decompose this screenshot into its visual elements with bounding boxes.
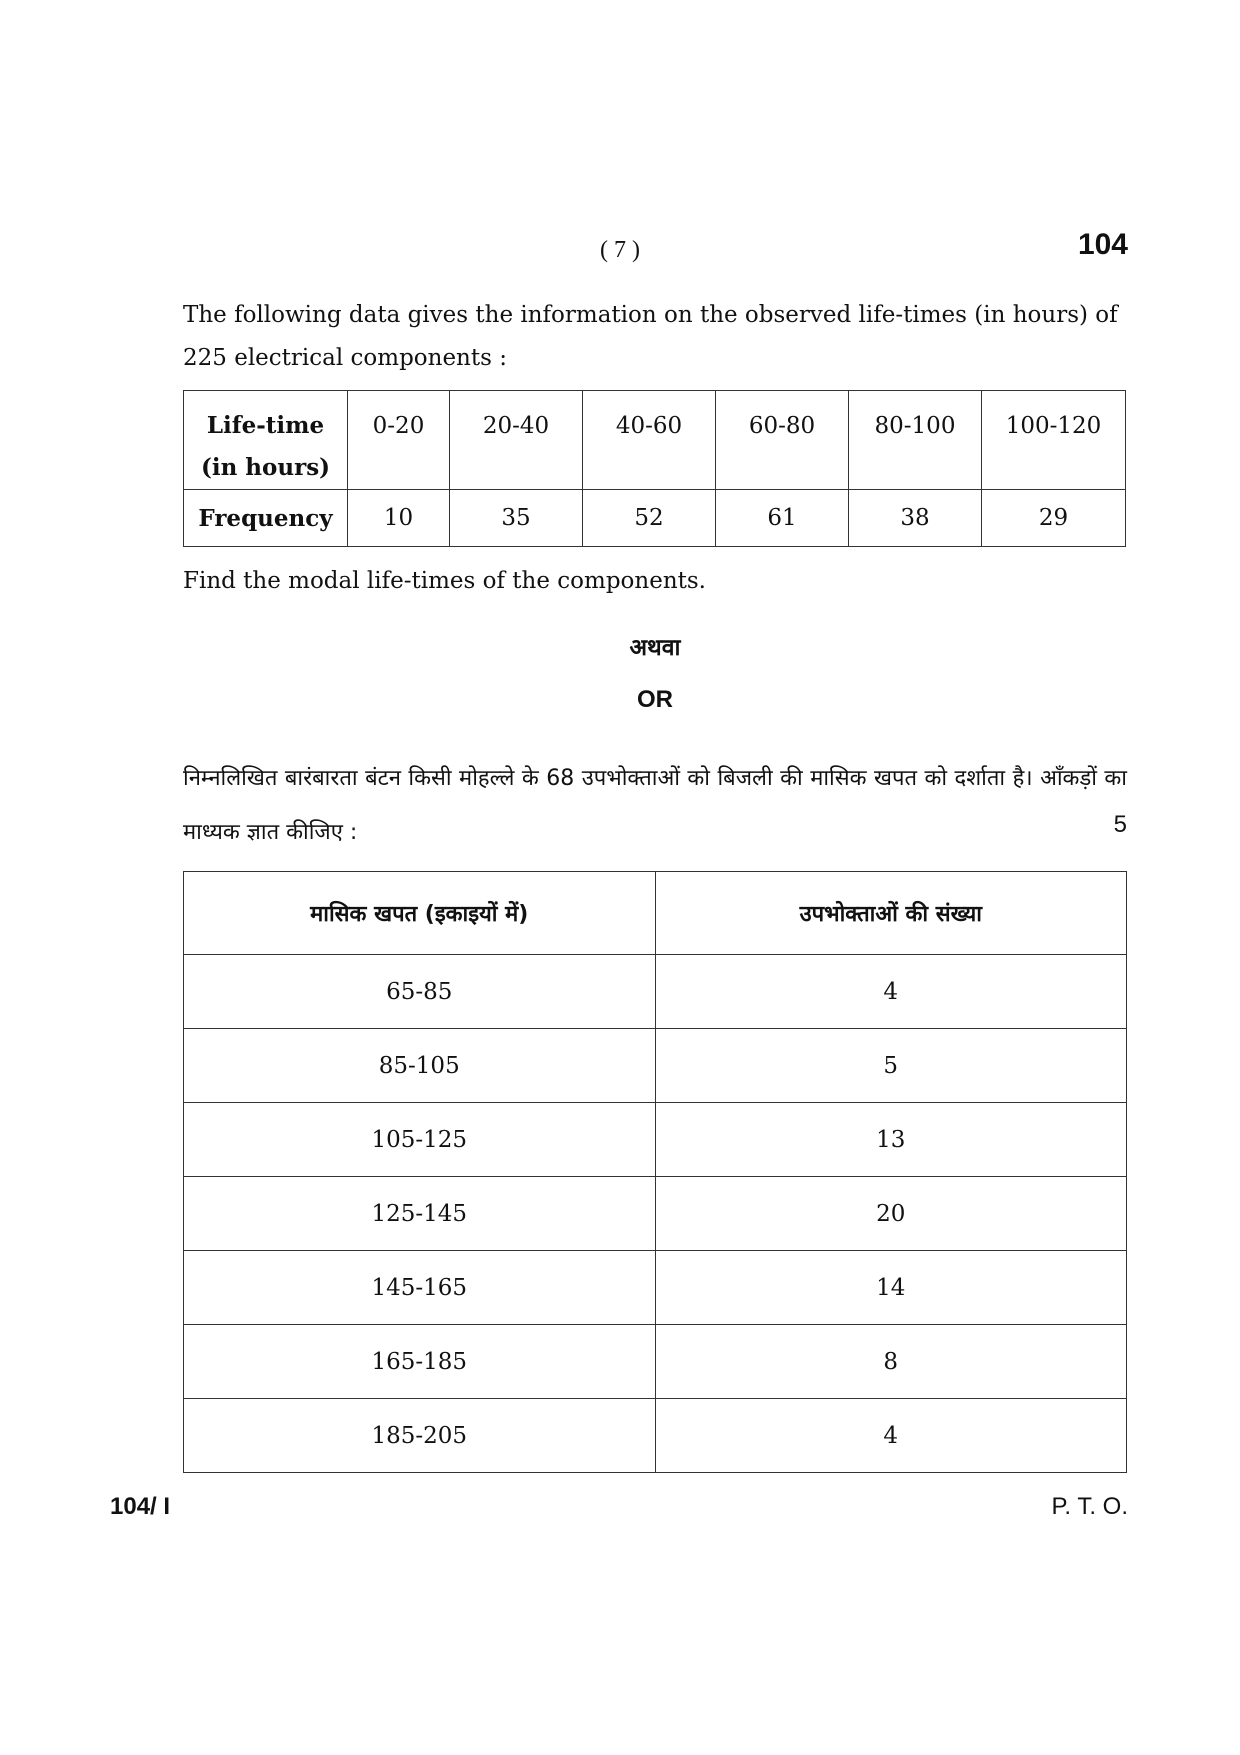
lifetime-header-line1: Life-time <box>206 412 325 439</box>
interval-cell: 0-20 <box>348 391 450 490</box>
range-cell: 125-145 <box>184 1177 656 1251</box>
table-row <box>184 1325 1127 1399</box>
col-header-consumers: उपभोक्ताओं की संख्या <box>655 872 1127 955</box>
range-cell: 165-185 <box>184 1325 656 1399</box>
table-row <box>184 1399 1127 1473</box>
range-cell: 65-85 <box>184 955 656 1029</box>
col-header-consumption: मासिक खपत (इकाइयों में) <box>184 872 656 955</box>
frequency-cell: 52 <box>583 490 716 547</box>
table-row <box>184 1251 1127 1325</box>
count-cell: 5 <box>655 1029 1127 1103</box>
count-cell: 8 <box>655 1325 1127 1399</box>
interval-cell: 100-120 <box>982 391 1126 490</box>
frequency-cell: 61 <box>716 490 849 547</box>
english-or-separator: OR <box>637 686 673 713</box>
count-cell: 13 <box>655 1103 1127 1177</box>
lifetime-header-line2: (in hours) <box>200 454 331 481</box>
count-cell: 20 <box>655 1177 1127 1251</box>
range-cell: 85-105 <box>184 1029 656 1103</box>
footer-paper-code: 104/ I <box>110 1493 171 1520</box>
range-cell: 105-125 <box>184 1103 656 1177</box>
lifetime-table <box>183 390 1126 547</box>
paper-code: 104 <box>1077 228 1128 261</box>
alt-question-text: निम्नलिखित बारंबारता बंटन किसी मोहल्ले के 68 उपभोक्ताओं को बिजली की मासिक खपत को दर्शाता है। आँकड़ों का माध्यक ज्ञात कीजिए : <box>183 766 1127 845</box>
table-row <box>184 1103 1127 1177</box>
count-cell: 4 <box>655 955 1127 1029</box>
interval-cell: 80-100 <box>849 391 982 490</box>
table-row <box>184 1177 1127 1251</box>
page-number: ( 7 ) <box>600 237 640 263</box>
frequency-cell: 35 <box>450 490 583 547</box>
hindi-or-separator: अथवा <box>629 635 681 661</box>
count-cell: 4 <box>655 1399 1127 1473</box>
interval-cell: 20-40 <box>450 391 583 490</box>
interval-cell: 40-60 <box>583 391 716 490</box>
marks: 5 <box>1113 811 1127 838</box>
table-header-row <box>184 872 1127 955</box>
frequency-header-cell: Frequency <box>184 490 348 547</box>
frequency-cell: 29 <box>982 490 1126 547</box>
table-row <box>184 955 1127 1029</box>
consumption-table <box>183 871 1127 1473</box>
table-row <box>184 490 1126 547</box>
range-cell: 145-165 <box>184 1251 656 1325</box>
count-cell: 14 <box>655 1251 1127 1325</box>
interval-cell: 60-80 <box>716 391 849 490</box>
table-row <box>184 1029 1127 1103</box>
lifetime-header-cell <box>184 391 348 490</box>
frequency-cell: 38 <box>849 490 982 547</box>
frequency-cell: 10 <box>348 490 450 547</box>
range-cell: 185-205 <box>184 1399 656 1473</box>
question-prompt: Find the modal life-times of the components. <box>183 568 706 594</box>
page-turn-over: P. T. O. <box>1051 1493 1128 1520</box>
table-row <box>184 391 1126 490</box>
question-intro: The following data gives the information on the observed life-times (in hours) of 225 electrical components : <box>183 302 1118 371</box>
